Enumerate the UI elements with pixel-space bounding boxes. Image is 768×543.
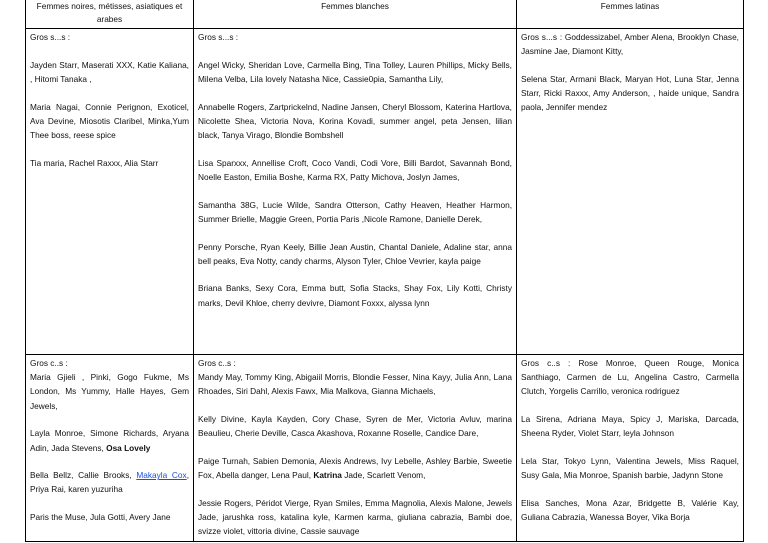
cell-heading: Gros c..s :: [30, 358, 68, 368]
cell-paragraph: Maria Nagai, Connie Perignon, Exoticel, Ava Devine, Miosotis Claribel, Minka,Yum Thee boss, reese spice: [30, 101, 189, 141]
cell-text: Jade, Scarlett Venom,: [341, 470, 426, 481]
cell-paragraph: Elisa Sanches, Mona Azar, Bridgette B, Valérie Kay, Guliana Cabrazia, Wanessa Boyer, Vika Borja: [521, 497, 739, 523]
cell-paragraph: Angel Wicky, Sheridan Love, Carmella Bing, Tina Tolley, Lauren Phillips, Micky Bells, Milena Velba, Lila lovely Natasha Nice, Cassie0pia, Samantha Lily,: [198, 59, 512, 84]
cell-paragraph: Samantha 38G, Lucie Wilde, Sandra Otterson, Cathy Heaven, Heather Harmon, Summer Brielle, Maggie Green, Portia Paris ,Nicole Ramone, Danielle Derek,: [198, 199, 512, 224]
bold-name: Katrina: [313, 470, 342, 481]
cell-paragraph: Penny Porsche, Ryan Keely, Billie Jean Austin, Chantal Daniele, Adaline star, anna bell peaks, Eva Notty, candy charms, Alyson Tyler, Chloe Vevrier, kayla paige: [198, 241, 512, 266]
table-cell: [194, 355, 517, 542]
cell-paragraph: Jessie Rogers, Péridot Vierge, Ryan Smiles, Emma Magnolia, Alexis Malone, Jewels Jade, jarushka ross, katalina kyle, Karmen karma, giuliana cabrazia, Bambi doe, svizze violet, vittoria divine, Cassie sauvage: [198, 497, 512, 537]
cell-paragraph: [30, 426, 189, 454]
bold-name: Osa Lovely: [106, 442, 151, 453]
cell-heading: Gros s...s :: [30, 32, 71, 42]
cell-paragraph: Briana Banks, Sexy Cora, Emma butt, Sofia Stacks, Shay Fox, Lily Kotti, Christy marks, Devil Khloe, cherry devivre, Diamont Foxxx, alyssa lynn: [198, 283, 512, 308]
cell-text: , Priya Rai, karen yuzuriha: [30, 470, 189, 495]
cell-paragraph: La Sirena, Adriana Maya, Spicy J, Mariska, Darcada, Sheena Ryder, Violet Starr, leyla Johnson: [521, 414, 739, 439]
header-cell-white: Femmes blanches: [194, 0, 517, 29]
table-row: [26, 29, 744, 355]
cell-paragraph: Annabelle Rogers, Zartprickelnd, Nadine Jansen, Cheryl Blossom, Katerina Hartlova, Nicolette Shea, Victoria Nova, Korina Kovadi, summer angel, peta Jensen, lilian black, Tanya Virago, Blondie Bombshell: [198, 101, 512, 141]
cell-paragraph: Paris the Muse, Jula Gotti, Avery Jane: [30, 512, 171, 523]
table-cell: [26, 355, 194, 542]
table-cell: [517, 355, 744, 542]
cell-paragraph: Mandy May, Tommy King, Abigaiil Morris, Blondie Fesser, Nina Kayy, Julia Ann, Lana Rhoades, Siri Dahl, Alexis Fawx, Mia Malkova, Gianna Michaels,: [198, 372, 512, 397]
cell-paragraph: Selena Star, Armani Black, Maryan Hot, Luna Star, Jenna Starr, Ricki Raxxx, Amy Anderson, , haide unique, Sandra paola, Jennifer mendez: [521, 73, 739, 113]
document-table: [25, 0, 744, 542]
header-cell-black-mixed-asian-arab: Femmes noires, métisses, asiatiques et arabes: [26, 0, 194, 29]
cell-text: Paige Turnah, Sabien Demonia, Alexis Andrews, Ivy Lebelle, Ashley Barbie, Sweetie Fox, Abella danger, Lena Paul,: [198, 456, 512, 481]
cell-heading: Gros s...s :: [198, 32, 239, 42]
table-cell: [194, 29, 517, 355]
cell-paragraph: Jayden Starr, Maserati XXX, Katie Kaliana, , Hitomi Tanaka ,: [30, 59, 189, 84]
table-row: [26, 355, 744, 542]
cell-paragraph: Tia maria, Rachel Raxxx, Alia Starr: [30, 157, 159, 168]
cell-text: Bella Bellz, Callie Brooks,: [30, 470, 137, 481]
cell-paragraph: [30, 468, 189, 496]
cell-paragraph: Maria Gjieli , Pinki, Gogo Fukme, Ms London, Ms Yummy, Halle Hayes, Gem Jewels,: [30, 372, 189, 411]
cell-text: Layla Monroe, Simone Richards, Aryana Adin, Jada Stevens,: [30, 428, 189, 453]
header-cell-latina: Femmes latinas: [517, 0, 744, 29]
table-cell: [517, 29, 744, 355]
cell-paragraph: Kelly Divine, Kayla Kayden, Cory Chase, Syren de Mer, Victoria Avluv, marina Beaulieu, Cherie Deville, Casca Akashova, Roxanne Roselle, Candice Dare,: [198, 414, 512, 439]
header-row: [26, 0, 744, 29]
table-cell: [26, 29, 194, 355]
cell-heading: Gros c..s :: [198, 358, 236, 368]
name-link[interactable]: Makayla Cox: [136, 470, 187, 481]
cell-paragraph: Lisa Sparxxx, Annellise Croft, Coco Vandi, Codi Vore, Billi Bardot, Savannah Bond, Noelle Easton, Emilia Boshe, Karma RX, Patty Michova, Joslyn James,: [198, 157, 512, 182]
cell-paragraph: [198, 454, 512, 482]
cell-paragraph: Gros s...s : Goddessizabel, Amber Alena, Brooklyn Chase, Jasmine Jae, Diamont Kitty,: [521, 32, 739, 57]
cell-paragraph: Gros c..s : Rose Monroe, Queen Rouge, Monica Santhiago, Carmen de Lu, Angelina Castro, Carmella Clutch, Yorgelis Carrillo, veronica rodriguez: [521, 358, 739, 397]
cell-paragraph: Lela Star, Tokyo Lynn, Valentina Jewels, Miss Raquel, Susy Gala, Mia Monroe, Spanish barbie, Jadynn Stone: [521, 456, 739, 481]
